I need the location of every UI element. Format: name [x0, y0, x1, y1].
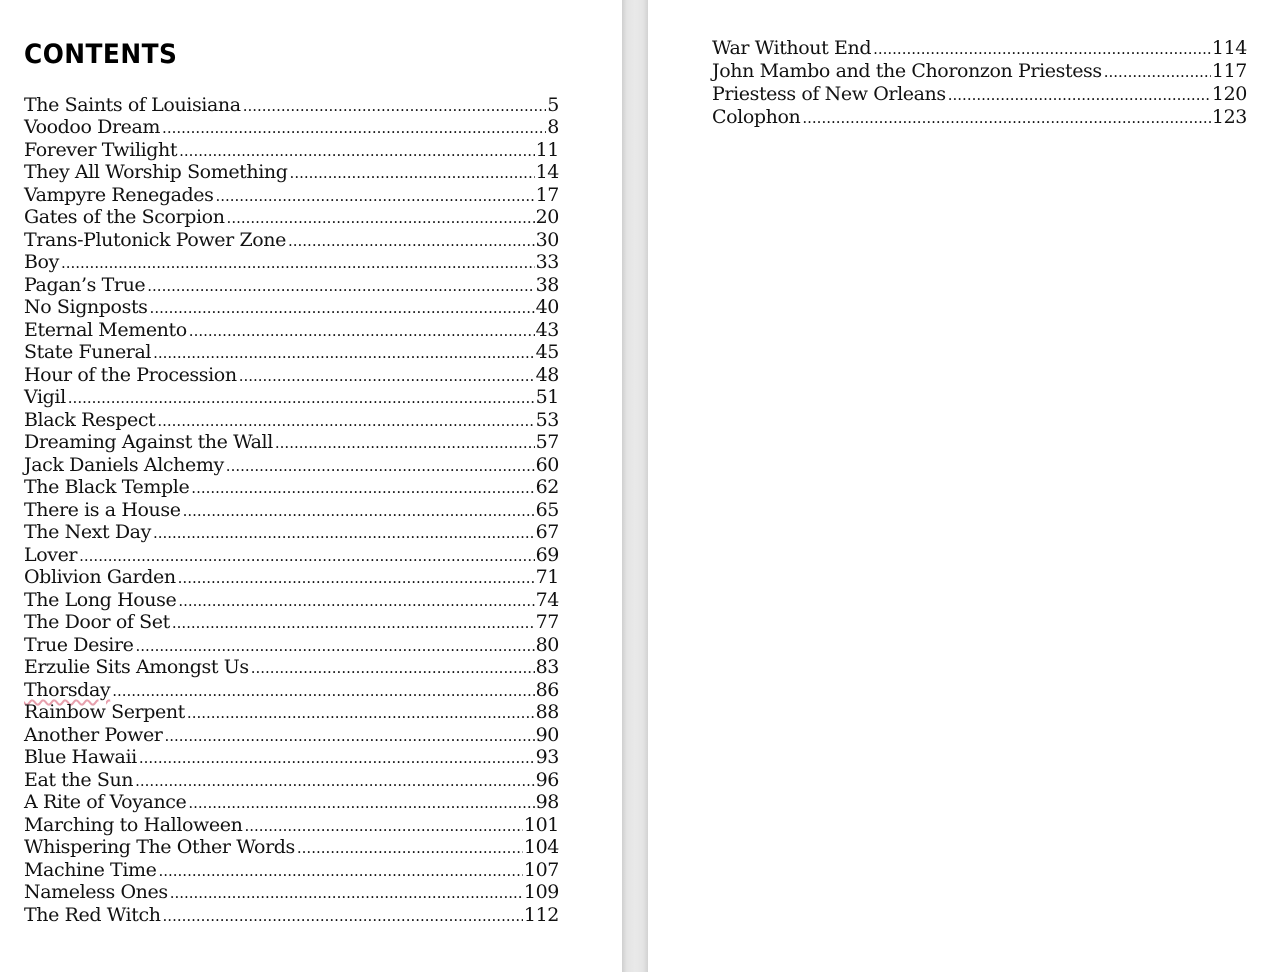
toc-entry[interactable] — [24, 521, 559, 544]
toc-dot-leader — [178, 590, 534, 613]
toc-entry-page-number: 43 — [535, 319, 559, 341]
toc-entry-page-number: 88 — [535, 701, 559, 723]
toc-entry-page-number: 53 — [535, 409, 559, 431]
toc-entry[interactable] — [24, 341, 559, 364]
toc-entry-title: Black Respect — [24, 409, 156, 431]
toc-entry-title: Eternal Memento — [24, 319, 187, 341]
toc-dot-leader — [948, 84, 1211, 107]
toc-entry-page-number: 74 — [535, 589, 559, 611]
toc-dot-leader — [153, 522, 535, 545]
toc-entry-title: Voodoo Dream — [24, 116, 161, 138]
toc-entry-page-number: 51 — [535, 386, 559, 408]
toc-entry[interactable] — [24, 184, 559, 206]
toc-entry-page-number: 107 — [523, 859, 559, 881]
contents-heading: CONTENTS — [24, 39, 178, 70]
toc-entry-page-number: 17 — [535, 184, 559, 206]
toc-dot-leader — [163, 905, 523, 928]
toc-entry[interactable] — [24, 206, 559, 229]
toc-dot-leader — [215, 185, 534, 208]
toc-entry[interactable] — [24, 634, 559, 656]
toc-entry-title: Colophon — [712, 106, 801, 128]
toc-entry-page-number: 65 — [535, 499, 559, 521]
toc-entry-page-number: 20 — [535, 206, 559, 228]
toc-dot-leader — [162, 117, 546, 140]
toc-entry-title: Trans-Plutonick Power Zone — [24, 229, 286, 251]
toc-entry-page-number: 86 — [535, 679, 559, 701]
toc-dot-leader — [251, 657, 535, 680]
toc-list-left — [24, 94, 559, 926]
toc-entry-title: Forever Twilight — [24, 139, 178, 161]
toc-dot-leader — [153, 342, 535, 365]
toc-entry-title: The Next Day — [24, 521, 151, 543]
toc-entry[interactable] — [24, 319, 559, 341]
toc-entry-page-number: 14 — [535, 161, 559, 183]
toc-entry[interactable] — [24, 251, 559, 274]
toc-entry[interactable] — [24, 566, 559, 589]
toc-entry-title: There is a House — [24, 499, 181, 521]
toc-entry[interactable] — [712, 37, 1247, 60]
toc-entry-page-number: 114 — [1211, 37, 1247, 59]
toc-entry-page-number: 104 — [523, 836, 559, 858]
toc-entry-title: Hour of the Procession — [24, 364, 237, 386]
toc-entry[interactable] — [24, 274, 559, 296]
toc-entry[interactable] — [24, 139, 559, 161]
toc-entry[interactable] — [712, 60, 1247, 83]
toc-dot-leader — [157, 410, 534, 433]
toc-entry-page-number: 96 — [535, 769, 559, 791]
toc-entry-title: Whispering The Other Words — [24, 836, 295, 858]
toc-entry[interactable] — [24, 116, 559, 139]
toc-entry-title: The Door of Set — [24, 611, 170, 633]
toc-entry-title: Vampyre Renegades — [24, 184, 214, 206]
toc-entry-page-number: 90 — [535, 724, 559, 746]
toc-entry-page-number: 5 — [547, 94, 559, 116]
toc-entry[interactable] — [24, 881, 559, 904]
toc-entry[interactable] — [24, 769, 559, 791]
toc-entry-title: Machine Time — [24, 859, 157, 881]
toc-entry-page-number: 11 — [535, 139, 559, 161]
toc-dot-leader — [1104, 61, 1211, 84]
toc-entry[interactable] — [24, 229, 559, 251]
toc-entry-title: The Saints of Louisiana — [24, 94, 241, 116]
toc-entry-title: Blue Hawaii — [24, 746, 137, 768]
toc-dot-leader — [189, 320, 535, 343]
toc-entry-title: Dreaming Against the Wall — [24, 431, 273, 453]
toc-entry-page-number: 80 — [535, 634, 559, 656]
toc-entry-title: True Desire — [24, 634, 134, 656]
toc-entry-title: Thorsday — [24, 679, 111, 701]
toc-dot-leader — [150, 297, 535, 320]
toc-entry-title: Marching to Halloween — [24, 814, 243, 836]
toc-entry[interactable] — [24, 499, 559, 521]
toc-entry-title: John Mambo and the Choronzon Priestess — [712, 60, 1102, 82]
toc-entry-page-number: 8 — [547, 116, 559, 138]
toc-entry-title: The Black Temple — [24, 476, 190, 498]
toc-entry-page-number: 98 — [535, 791, 559, 813]
toc-entry[interactable] — [24, 589, 559, 611]
toc-entry-title: Gates of the Scorpion — [24, 206, 225, 228]
toc-entry-title: Pagan’s True — [24, 274, 146, 296]
toc-entry[interactable] — [24, 544, 559, 566]
toc-entry-page-number: 93 — [535, 746, 559, 768]
toc-entry[interactable] — [24, 656, 559, 679]
toc-entry-title: The Red Witch — [24, 904, 161, 926]
toc-entry-title: State Funeral — [24, 341, 152, 363]
toc-entry[interactable] — [24, 904, 559, 926]
toc-dot-leader — [183, 500, 535, 523]
toc-dot-leader — [244, 815, 522, 838]
toc-dot-leader — [187, 702, 535, 725]
toc-entry[interactable] — [712, 83, 1247, 106]
toc-entry-title: Vigil — [24, 386, 66, 408]
toc-entry[interactable] — [24, 611, 559, 634]
toc-dot-leader — [188, 792, 534, 815]
toc-dot-leader — [191, 477, 534, 500]
toc-entry-title: Jack Daniels Alchemy — [24, 454, 224, 476]
toc-entry-title: The Long House — [24, 589, 177, 611]
toc-entry-page-number: 33 — [535, 251, 559, 273]
toc-entry-title: Priestess of New Orleans — [712, 83, 946, 105]
toc-dot-leader — [290, 162, 535, 185]
toc-entry-page-number: 120 — [1211, 83, 1247, 105]
toc-dot-leader — [178, 567, 535, 590]
toc-entry-page-number: 67 — [535, 521, 559, 543]
toc-entry-page-number: 69 — [535, 544, 559, 566]
toc-entry[interactable] — [24, 859, 559, 881]
toc-dot-leader — [172, 612, 535, 635]
toc-entry[interactable] — [24, 364, 559, 386]
toc-entry-page-number: 38 — [535, 274, 559, 296]
toc-entry-page-number: 71 — [535, 566, 559, 588]
toc-entry-title: Lover — [24, 544, 78, 566]
toc-entry-title: A Rite of Voyance — [24, 791, 187, 813]
toc-entry-title: Boy — [24, 251, 59, 273]
toc-entry[interactable] — [24, 814, 559, 836]
toc-dot-leader — [79, 545, 534, 568]
toc-entry-page-number: 109 — [523, 881, 559, 903]
toc-dot-leader — [275, 432, 535, 455]
toc-entry-page-number: 123 — [1211, 106, 1247, 128]
toc-entry-title: Erzulie Sits Amongst Us — [24, 656, 249, 678]
toc-dot-leader — [227, 207, 535, 230]
toc-entry-page-number: 60 — [535, 454, 559, 476]
toc-entry-title: War Without End — [712, 37, 872, 59]
toc-dot-leader — [147, 275, 534, 298]
toc-dot-leader — [243, 95, 547, 118]
toc-dot-leader — [61, 252, 535, 275]
toc-entry[interactable] — [24, 431, 559, 454]
toc-dot-leader — [297, 837, 523, 860]
toc-dot-leader — [135, 770, 534, 793]
toc-entry-page-number: 48 — [535, 364, 559, 386]
toc-entry-title: Another Power — [24, 724, 163, 746]
toc-dot-leader — [288, 230, 535, 253]
toc-dot-leader — [139, 747, 535, 770]
right-page — [648, 0, 1286, 972]
left-page — [0, 0, 622, 972]
toc-entry-title: Eat the Sun — [24, 769, 134, 791]
toc-entry[interactable] — [24, 679, 559, 701]
toc-entry-page-number: 40 — [535, 296, 559, 318]
toc-dot-leader — [873, 38, 1211, 61]
toc-entry[interactable] — [712, 106, 1247, 129]
toc-entry[interactable] — [24, 701, 559, 724]
toc-entry[interactable] — [24, 454, 559, 476]
toc-entry[interactable] — [24, 476, 559, 499]
toc-dot-leader — [68, 387, 535, 410]
toc-entry-title: Nameless Ones — [24, 881, 168, 903]
toc-dot-leader — [179, 140, 534, 163]
toc-dot-leader — [158, 860, 522, 883]
toc-dot-leader — [239, 365, 535, 388]
toc-entry-page-number: 101 — [523, 814, 559, 836]
toc-entry-title: They All Worship Something — [24, 161, 288, 183]
toc-dot-leader — [226, 455, 535, 478]
toc-dot-leader — [112, 680, 534, 703]
toc-entry-page-number: 45 — [535, 341, 559, 363]
toc-dot-leader — [802, 107, 1211, 130]
toc-dot-leader — [164, 725, 534, 748]
toc-entry-page-number: 62 — [535, 476, 559, 498]
toc-entry-page-number: 117 — [1211, 60, 1247, 82]
toc-entry-title: Rainbow Serpent — [24, 701, 185, 723]
toc-entry-page-number: 83 — [535, 656, 559, 678]
toc-entry[interactable] — [24, 386, 559, 409]
toc-entry-title: Oblivion Garden — [24, 566, 176, 588]
toc-entry-page-number: 57 — [535, 431, 559, 453]
toc-entry-page-number: 30 — [535, 229, 559, 251]
toc-entry[interactable] — [24, 836, 559, 859]
toc-entry[interactable] — [24, 791, 559, 814]
toc-entry[interactable] — [24, 296, 559, 319]
toc-entry-page-number: 112 — [523, 904, 559, 926]
toc-entry-page-number: 77 — [535, 611, 559, 633]
toc-entry-title: No Signposts — [24, 296, 148, 318]
page-gutter — [622, 0, 648, 972]
toc-entry[interactable] — [24, 94, 559, 116]
toc-entry[interactable] — [24, 746, 559, 769]
toc-list-right — [712, 37, 1247, 129]
toc-entry[interactable] — [24, 409, 559, 431]
toc-dot-leader — [170, 882, 523, 905]
toc-dot-leader — [136, 635, 535, 658]
toc-entry[interactable] — [24, 161, 559, 184]
toc-entry[interactable] — [24, 724, 559, 746]
